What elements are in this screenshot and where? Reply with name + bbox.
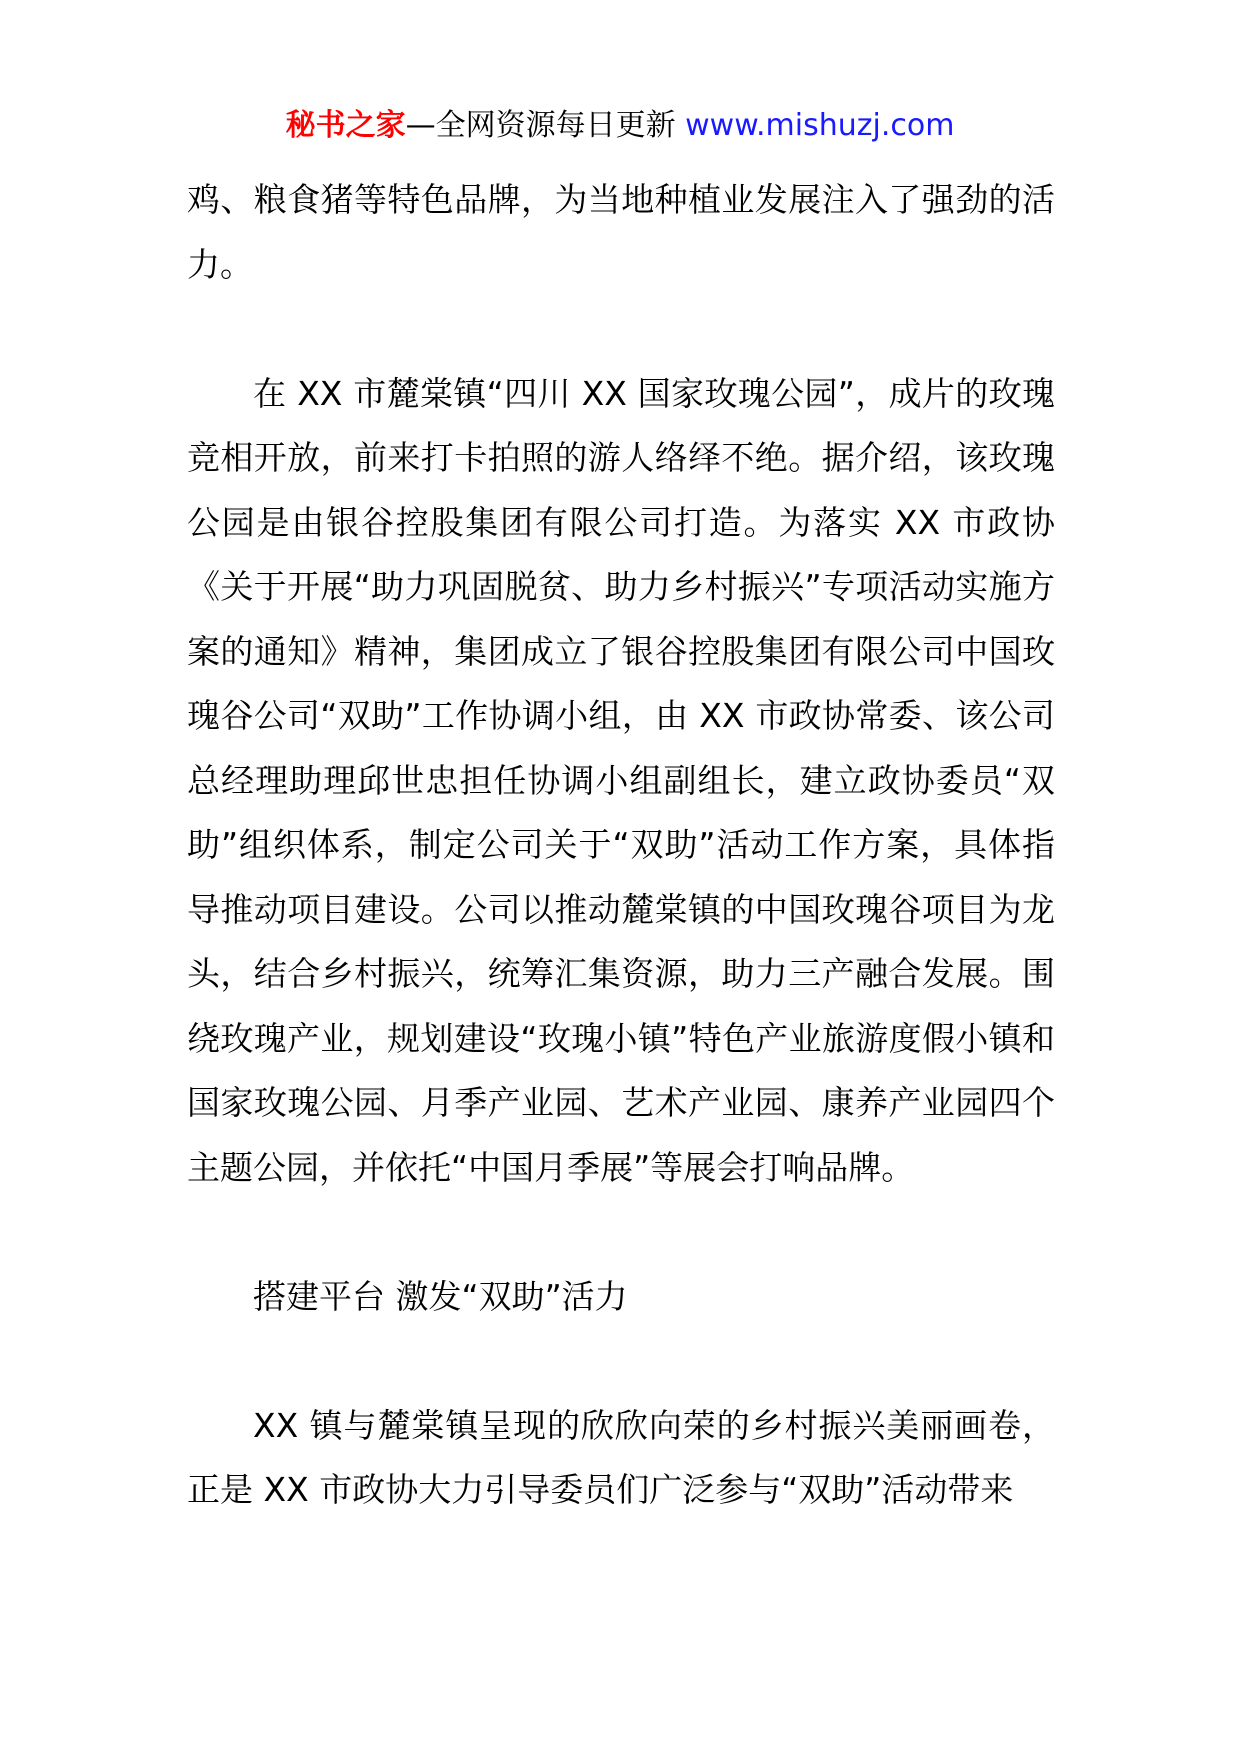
section-heading: 搭建平台 激发“双助”活力	[253, 1276, 628, 1316]
paragraph-rose-park: 在 XX 市麓棠镇“四川 XX 国家玫瑰公园”，成片的玫瑰竞相开放，前来打卡拍照的游人络绎不绝。据介绍，该玫瑰公园是由银谷控股集团有限公司打造。为落实 XX 市政协《关于开展“助力巩固脱贫、助力乡村振兴”专项活动实施方案的通知》精神，集团成立了银谷控股集团有限公司中国玫瑰谷公司“双助”工作协调小组，由 XX 市政协常委、该公司总经理助理邱世忠担任协调小组副组长，建立政协委员“双助”组织体系，制定公司关于“双助”活动工作方案，具体指导推动项目建设。公司以推动麓棠镇的中国玫瑰谷项目为龙头，结合乡村振兴，统筹汇集资源，助力三产融合发展。围绕玫瑰产业，规划建设“玫瑰小镇”特色产业旅游度假小镇和国家玫瑰公园、月季产业园、艺术产业园、康养产业园四个主题公园，并依托“中国月季展”等展会打响品牌。	[187, 373, 1055, 1187]
brand-name: 秘书之家	[285, 108, 406, 143]
header-tagline: —全网资源每日更新	[405, 108, 676, 143]
paragraph-village-revival: XX 镇与麓棠镇呈现的欣欣向荣的乡村振兴美丽画卷，正是 XX 市政协大力引导委员们广泛参与“双助”活动带来	[187, 1405, 1055, 1509]
site-url-link[interactable]: www.mishuzj.com	[685, 108, 955, 143]
page-header	[0, 104, 1240, 148]
paragraph-continuation: 鸡、粮食猪等特色品牌，为当地种植业发展注入了强劲的活力。	[187, 180, 1055, 284]
document-body	[187, 168, 1055, 1523]
